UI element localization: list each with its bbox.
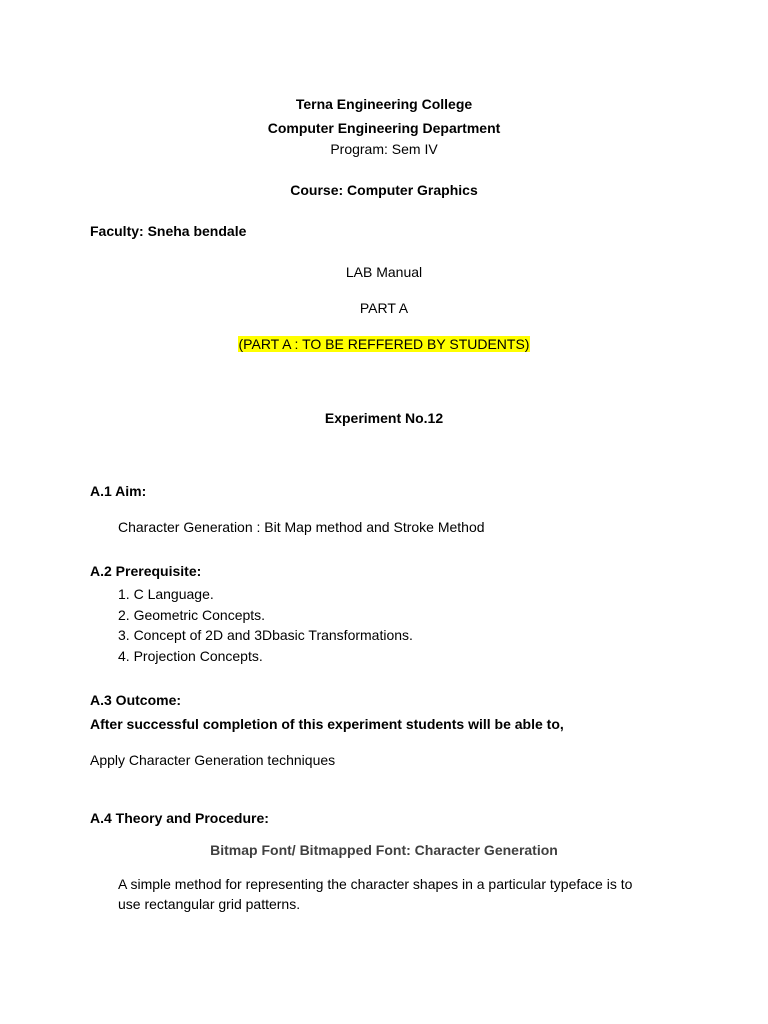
aim-text: Character Generation : Bit Map method and Stroke Method: [118, 519, 485, 535]
outcome-text: Apply Character Generation techniques: [90, 752, 336, 768]
theory-paragraph-line: use rectangular grid patterns.: [118, 896, 301, 912]
theory-subheading: Bitmap Font/ Bitmapped Font: Character Generation: [210, 842, 558, 858]
program-line: Program: Sem IV: [330, 141, 438, 157]
prerequisite-item: 4. Projection Concepts.: [118, 648, 263, 664]
theory-heading: A.4 Theory and Procedure:: [90, 810, 269, 826]
prerequisite-item: 3. Concept of 2D and 3Dbasic Transformations.: [118, 627, 413, 643]
department-name: Computer Engineering Department: [267, 120, 501, 136]
prerequisite-item: 1. C Language.: [118, 586, 214, 602]
faculty-line: Faculty: Sneha bendale: [90, 223, 247, 239]
aim-heading: A.1 Aim:: [90, 483, 147, 499]
prerequisite-item: 2. Geometric Concepts.: [118, 607, 266, 623]
part-note-highlight: (PART A : TO BE REFFERED BY STUDENTS): [238, 336, 530, 352]
experiment-number: Experiment No.12: [324, 410, 444, 426]
theory-paragraph-line: A simple method for representing the character shapes in a particular typeface is to: [118, 876, 633, 892]
outcome-heading: A.3 Outcome:: [90, 692, 182, 708]
college-name: Terna Engineering College: [295, 96, 473, 112]
lab-manual-title: LAB Manual: [345, 264, 423, 280]
course-line: Course: Computer Graphics: [290, 182, 478, 198]
part-title: PART A: [359, 300, 409, 316]
part-note: [0, 335, 768, 353]
outcome-lead: After successful completion of this experiment students will be able to,: [90, 716, 564, 732]
prerequisite-heading: A.2 Prerequisite:: [90, 563, 202, 579]
